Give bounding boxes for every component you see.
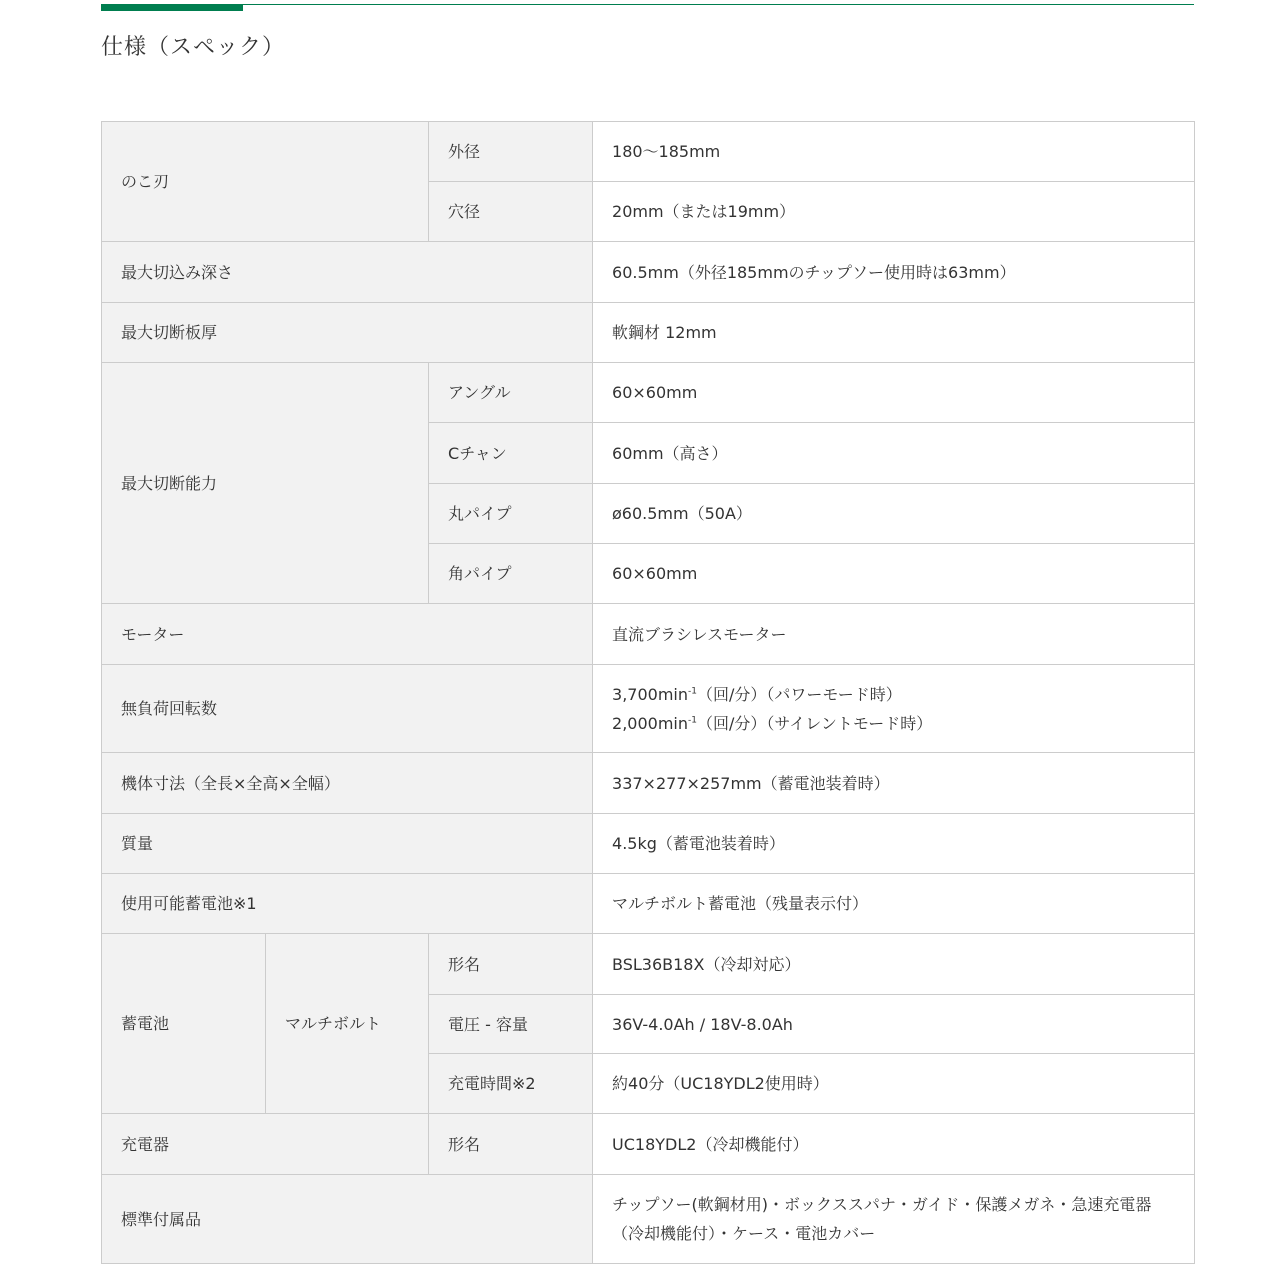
value-dimensions: 337×277×257mm（蓄電池装着時）	[593, 753, 1195, 814]
value-voltage-capacity: 36V-4.0Ah / 18V-8.0Ah	[593, 995, 1195, 1054]
row-label-dimensions: 機体寸法（全長×全高×全幅）	[102, 753, 593, 814]
row-label-usable-battery: 使用可能蓄電池※1	[102, 874, 593, 934]
value-accessories: チップソー(軟鋼材用)・ボックススパナ・ガイド・保護メガネ・急速充電器（冷却機能付）・ケース・電池カバー	[593, 1175, 1195, 1264]
page-title: 仕様（スペック）	[101, 35, 286, 60]
value-angle: 60×60mm	[593, 363, 1195, 423]
row-label-max-plate: 最大切断板厚	[102, 303, 593, 363]
value-charge-time: 約40分（UC18YDL2使用時）	[593, 1054, 1195, 1114]
table-row	[102, 814, 1195, 874]
row-label-motor: モーター	[102, 604, 593, 665]
sub-label-multivolt: マルチボルト	[266, 934, 429, 1114]
sub-label-hole-diameter: 穴径	[429, 182, 593, 242]
value-channel: 60mm（高さ）	[593, 423, 1195, 484]
value-hole-diameter: 20mm（または19mm）	[593, 182, 1195, 242]
value-max-plate: 軟鋼材 12mm	[593, 303, 1195, 363]
value-round-pipe: ø60.5mm（50A）	[593, 484, 1195, 544]
value-battery-model: BSL36B18X（冷却対応）	[593, 934, 1195, 995]
sub-label-channel: Cチャン	[429, 423, 593, 484]
speed-line-silent: $2,000\min^{-1}$（回/分）（サイレントモード時）	[612, 713, 933, 733]
row-label-max-depth: 最大切込み深さ	[102, 242, 593, 303]
table-row	[102, 242, 1195, 303]
row-label-accessories: 標準付属品	[102, 1175, 593, 1264]
value-weight: 4.5kg（蓄電池装着時）	[593, 814, 1195, 874]
value-max-depth: 60.5mm（外径185mmのチップソー使用時は63mm）	[593, 242, 1195, 303]
spec-table	[101, 121, 1195, 1264]
table-row	[102, 874, 1195, 934]
sub-label-charger-model: 形名	[429, 1114, 593, 1175]
table-row	[102, 665, 1195, 753]
sub-label-outer-diameter: 外径	[429, 122, 593, 182]
table-row	[102, 1114, 1195, 1175]
table-row	[102, 604, 1195, 665]
value-outer-diameter: 180～185mm	[593, 122, 1195, 182]
row-label-speed: 無負荷回転数	[102, 665, 593, 753]
row-label-battery: 蓄電池	[102, 934, 266, 1114]
sub-label-angle: アングル	[429, 363, 593, 423]
sub-label-voltage-capacity: 電圧 - 容量	[429, 995, 593, 1054]
table-row	[102, 934, 1195, 995]
table-row	[102, 303, 1195, 363]
value-usable-battery: マルチボルト蓄電池（残量表示付）	[593, 874, 1195, 934]
section-rule-accent	[101, 4, 243, 11]
value-motor: 直流ブラシレスモーター	[593, 604, 1195, 665]
row-label-blade: のこ刃	[102, 122, 429, 242]
row-label-weight: 質量	[102, 814, 593, 874]
table-row	[102, 363, 1195, 423]
value-charger-model: UC18YDL2（冷却機能付）	[593, 1114, 1195, 1175]
speed-line-power: $3,700\min^{-1}$（回/分）（パワーモード時）	[612, 684, 902, 704]
table-row	[102, 122, 1195, 182]
row-label-capacity: 最大切断能力	[102, 363, 429, 604]
table-row	[102, 1175, 1195, 1264]
sub-label-charge-time: 充電時間※2	[429, 1054, 593, 1114]
sub-label-round-pipe: 丸パイプ	[429, 484, 593, 544]
row-label-charger: 充電器	[102, 1114, 429, 1175]
sub-label-square-pipe: 角パイプ	[429, 544, 593, 604]
table-row	[102, 753, 1195, 814]
value-speed	[593, 665, 1195, 753]
sub-label-battery-model: 形名	[429, 934, 593, 995]
value-square-pipe: 60×60mm	[593, 544, 1195, 604]
section-rule	[101, 4, 1194, 5]
